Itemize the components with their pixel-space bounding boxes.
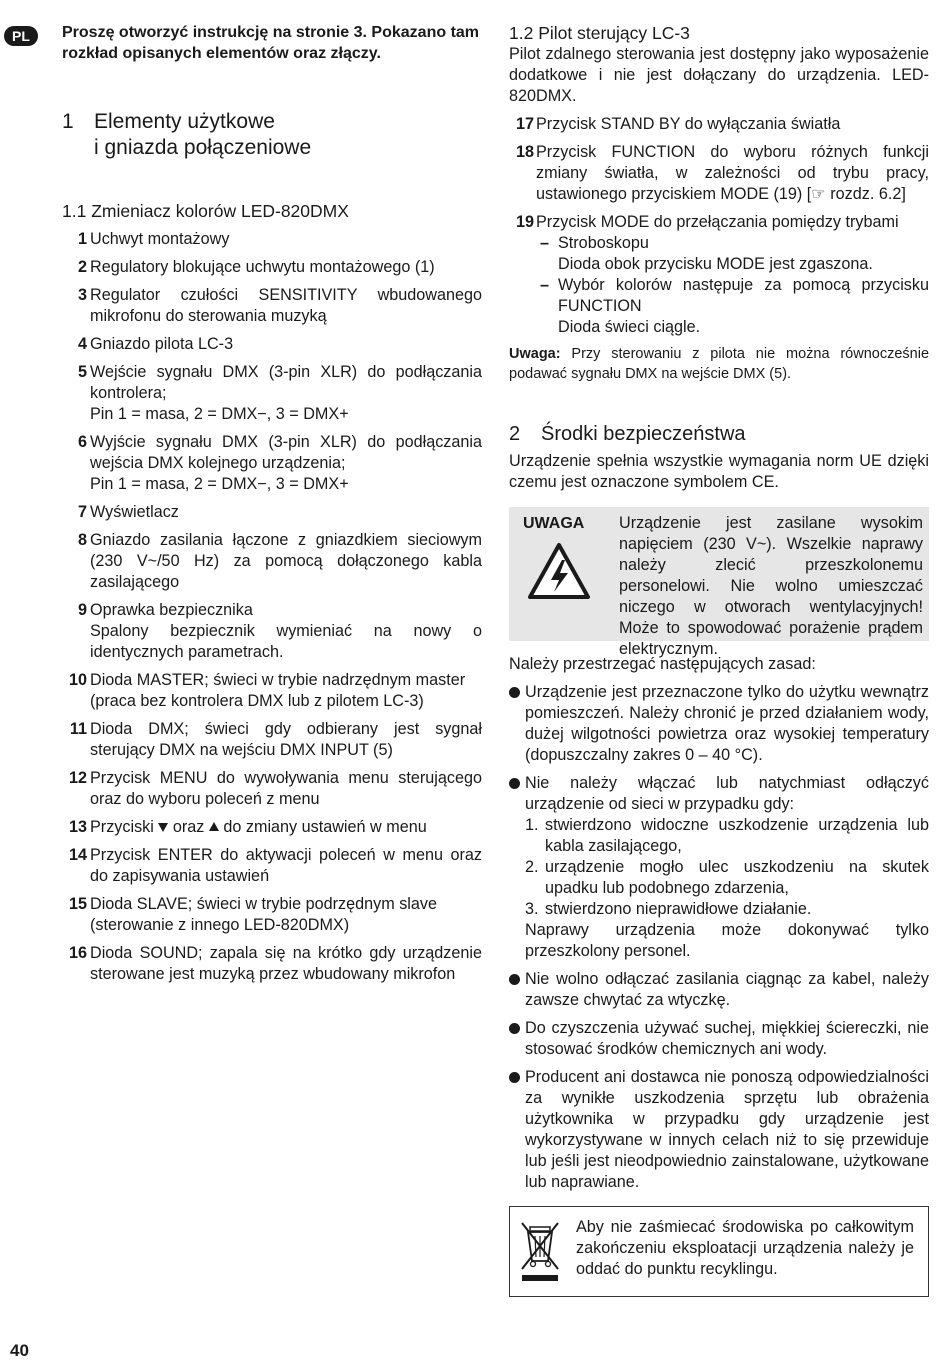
section-1-title-line1: Elementy użytkowe bbox=[94, 110, 275, 133]
rule-item-3: Nie wolno odłączać zasilania ciągnąc za kabel, należy zawsze chwytać za wtyczkę. bbox=[509, 969, 929, 1011]
list-item-1: 1 Uchwyt montażowy bbox=[77, 230, 230, 248]
high-voltage-warning-icon bbox=[527, 542, 591, 600]
bullet-icon bbox=[509, 1072, 520, 1083]
arrow-down-icon bbox=[154, 818, 173, 836]
list-item-4: 4 Gniazdo pilota LC-3 bbox=[77, 335, 234, 353]
section-2-number: 2 bbox=[509, 423, 521, 445]
elements-list bbox=[62, 229, 482, 985]
list-item-19: 19 Przycisk MODE do przełączania pomiędzy trybami – Stroboskopu Dioda obok przycisku MODE jest zgaszona. – Wybór kolorów następuje za pomocą przycisku FUNCTION Dioda świeci ciągle. bbox=[515, 213, 929, 336]
mode-option-color: – Wybór kolorów następuje za pomocą przycisku FUNCTION Dioda świeci ciągle. bbox=[540, 276, 929, 336]
list-item-6: 6 Wyjście sygnału DMX (3-pin XLR) do podłączania wejścia DMX kolejnego urządzenia; Pin 1 = masa, 2 = DMX−, 3 = DMX+ bbox=[77, 433, 482, 493]
rule-item-2: Nie należy włączać lub natychmiast odłączyć urządzenie od sieci w przypadku gdy: 1. stwierdzono widoczne uszkodzenie urządzenia lub kabla zasilającego, 2. urządzenie mogło ulec uszkodzeniu na skutek upadku lub podobnego zdarzenia, 3. stwierdzono nieprawidłowe działanie. Naprawy urządzenia może dokonywać tylko przeszkolony personel. bbox=[509, 773, 929, 962]
crossed-out-bin-icon bbox=[518, 1217, 562, 1283]
bullet-icon bbox=[509, 1023, 520, 1034]
list-item-12: 12 Przycisk MENU do wywoływania menu sterującego oraz do wyboru poleceń z menu bbox=[68, 769, 482, 808]
recycle-text: Aby nie zaśmiecać środowiska po całkowitym zakończeniu eksploatacji urządzenia należy je oddać do punktu recyklingu. bbox=[576, 1218, 914, 1278]
rule-sub-item: 2. urządzenie mogło ulec uszkodzeniu na skutek upadku lub podobnego zdarzenia, bbox=[525, 858, 929, 897]
list-item-2: 2 Regulatory blokujące uchwytu montażowego (1) bbox=[77, 258, 435, 276]
right-column bbox=[509, 22, 929, 1297]
section-1-title-line2: i gniazda połączeniowe bbox=[94, 136, 312, 159]
list-item-5: 5 Wejście sygnału DMX (3-pin XLR) do podłączania kontrolera; Pin 1 = masa, 2 = DMX−, 3 = DMX+ bbox=[77, 363, 482, 423]
left-column bbox=[62, 22, 482, 992]
list-item-13: 13 Przyciski oraz do zmiany ustawień w menu bbox=[68, 818, 427, 836]
rule-sub-item: 3. stwierdzono nieprawidłowe działanie. bbox=[525, 900, 812, 918]
recycle-box bbox=[509, 1206, 929, 1297]
section-2-heading bbox=[509, 421, 929, 447]
bullet-icon bbox=[509, 687, 520, 698]
warning-label: UWAGA bbox=[523, 515, 585, 532]
rule-item-4: Do czyszczenia używać suchej, miękkiej ściereczki, nie stosować środków chemicznych ani wody. bbox=[509, 1018, 929, 1060]
bullet-icon bbox=[509, 778, 520, 789]
note-text: Przy sterowaniu z pilota nie można równocześnie podawać sygnału DMX na wejście DMX (5). bbox=[509, 346, 930, 382]
list-item-11: 11 Dioda DMX; świeci gdy odbierany jest sygnał sterujący DMX na wejściu DMX INPUT (5) bbox=[69, 720, 482, 759]
arrow-up-icon bbox=[204, 818, 223, 836]
list-item-9: 9 Oprawka bezpiecznika Spalony bezpiecznik wymieniać na nowy o identycznych parametrach. bbox=[77, 601, 482, 661]
mode-option-strobe: – Stroboskopu Dioda obok przycisku MODE jest zgaszona. bbox=[540, 234, 873, 273]
rule-sub-item: 1. stwierdzono widoczne uszkodzenie urządzenia lub kabla zasilającego, bbox=[525, 816, 929, 855]
list-item-16: 16 Dioda SOUND; zapala się na krótko gdy urządzenie sterowane jest muzyką przez wbudowany mikrofon bbox=[68, 944, 482, 983]
subsection-1-2-heading: 1.2 Pilot sterujący LC-3 bbox=[509, 23, 690, 43]
list-item-18: 18 Przycisk FUNCTION do wyboru różnych funkcji zmiany światła, w zależności od trybu pracy, ustawionego przyciskiem MODE (19) [☞ rozdz. 6.2] bbox=[515, 143, 929, 203]
rule-item-5: Producent ani dostawca nie ponoszą odpowiedzialności za wynikłe uszkodzenia sprzętu lub obrażenia użytkownika w przypadku gdy urządzenie jest wykorzystywane w innych celach niż to się przewiduje lub jeśli jest nieodpowiednio zainstalowane, użytkowane lub naprawiane. bbox=[509, 1067, 929, 1193]
page-number: 40 bbox=[10, 1341, 29, 1360]
subsection-1-2-text: Pilot zdalnego sterowania jest dostępny jako wyposażenie dodatkowe i nie jest dołączany do urządzenia. LED-820DMX. bbox=[509, 45, 929, 105]
remote-note bbox=[509, 344, 929, 384]
list-item-7: 7 Wyświetlacz bbox=[77, 503, 179, 521]
intro-text: Proszę otworzyć instrukcję na stronie 3. Pokazano tam rozkład opisanych elementów oraz złączy. bbox=[62, 24, 480, 62]
section-1-number: 1 bbox=[62, 110, 74, 133]
list-item-15: 15 Dioda SLAVE; świeci w trybie podrzędnym slave (sterowanie z innego LED-820DMX) bbox=[68, 895, 437, 934]
section-2-text: Urządzenie spełnia wszystkie wymagania norm UE dzięki czemu jest oznaczone symbolem CE. bbox=[509, 452, 929, 491]
note-label: Uwaga: bbox=[509, 346, 561, 362]
list-item-10: 10 Dioda MASTER; świeci w trybie nadrzędnym master (praca bez kontrolera DMX lub z pilotem LC-3) bbox=[68, 671, 466, 710]
list-item-3: 3 Regulator czułości SENSITIVITY wbudowanego mikrofonu do sterowania muzyką bbox=[77, 286, 482, 325]
subsection-1-1-heading: 1.1 Zmieniacz kolorów LED-820DMX bbox=[62, 201, 349, 221]
warning-box bbox=[509, 507, 929, 658]
bullet-icon bbox=[509, 974, 520, 985]
warning-text: Urządzenie jest zasilane wysokim napięciem (230 V~). Wszelkie naprawy należy zlecić przeszkolonemu personelowi. Nie wolno umieszczać niczego w otworach wentylacyjnych! Może to spowodować porażenie prądem elektrycznym. bbox=[619, 514, 923, 658]
section-1-heading bbox=[62, 109, 482, 161]
rule-item-1: Urządzenie jest przeznaczone tylko do użytku wewnątrz pomieszczeń. Należy chronić je przed działaniem wody, dużej wilgotności powietrza oraz wysokiej temperatury (dopuszczalny zakres 0 – 40 °C). bbox=[509, 682, 929, 766]
rules-intro: Należy przestrzegać następujących zasad: bbox=[509, 655, 816, 673]
language-badge: PL bbox=[4, 26, 38, 46]
section-2-title: Środki bezpieczeństwa bbox=[541, 423, 746, 445]
list-item-17: 17 Przycisk STAND BY do wyłączania światła bbox=[515, 115, 841, 133]
list-item-8: 8 Gniazdo zasilania łączone z gniazdkiem sieciowym (230 V~/50 Hz) za pomocą dołączonego kabla zasilającego bbox=[77, 531, 482, 591]
ce-mark: CE. bbox=[751, 473, 779, 491]
list-item-14: 14 Przycisk ENTER do aktywacji poleceń w menu oraz do zapisywania ustawień bbox=[68, 846, 482, 885]
